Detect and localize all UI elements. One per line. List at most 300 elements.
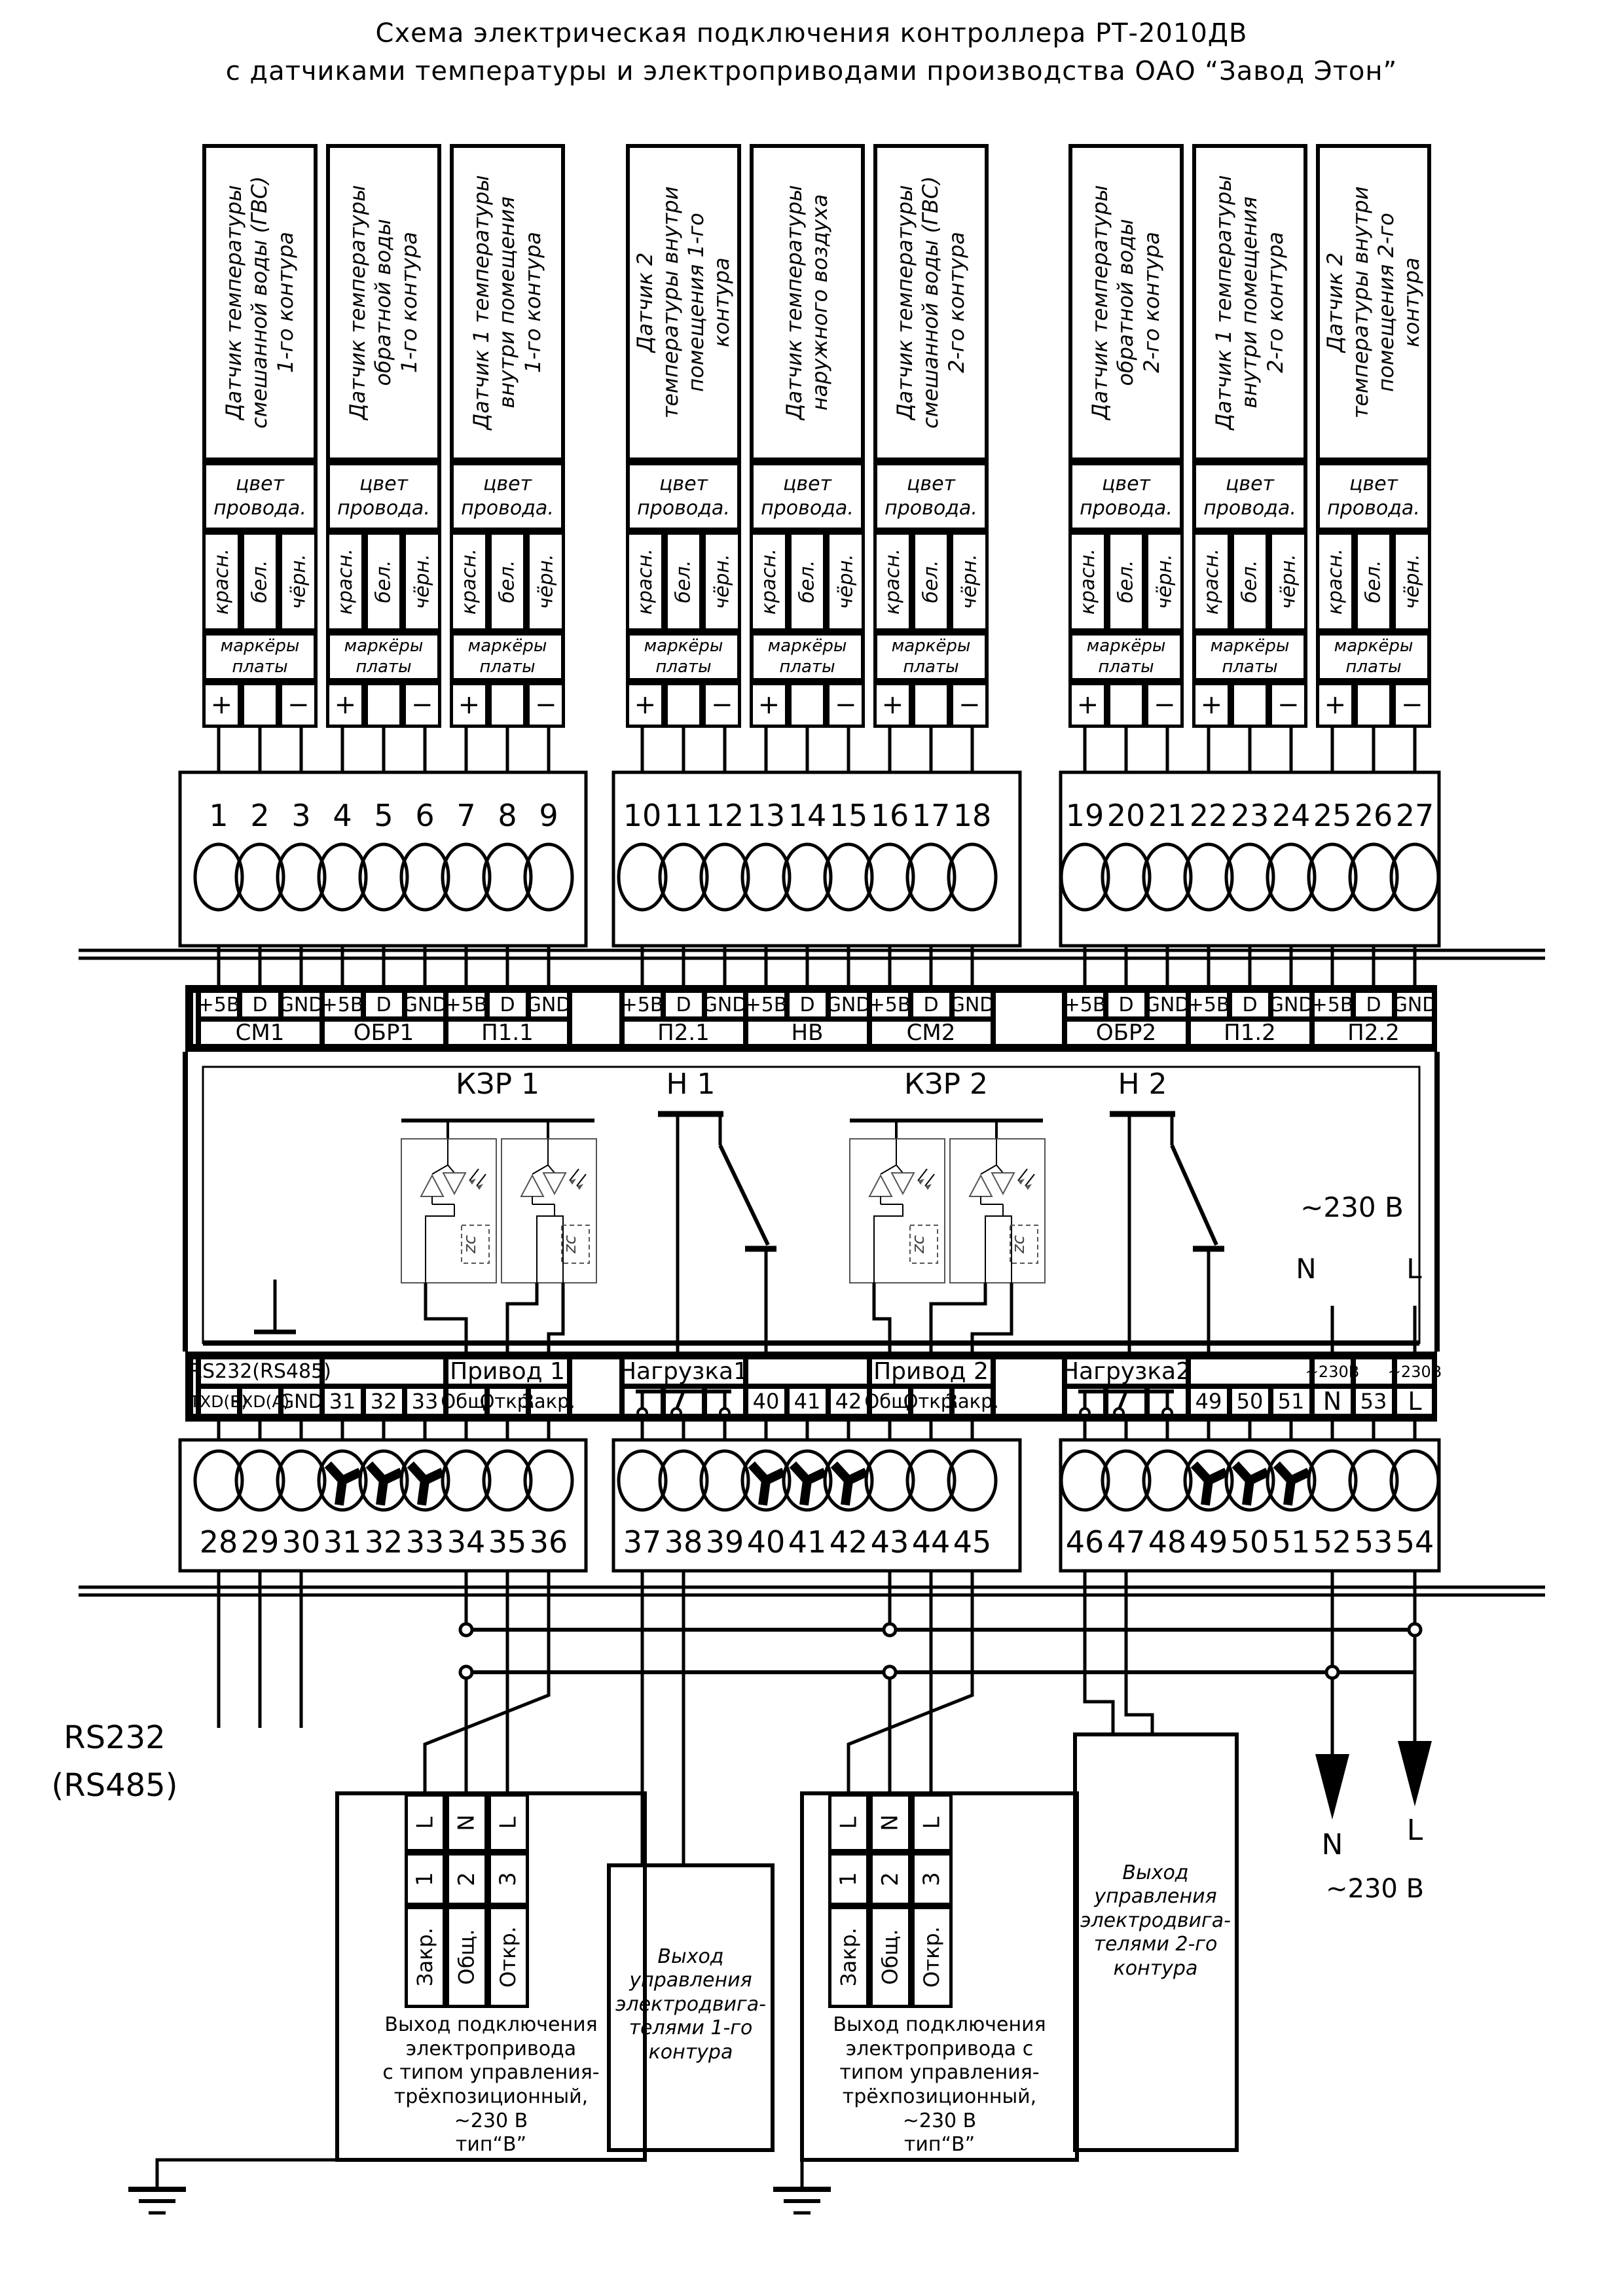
pin-label-cell bbox=[911, 990, 952, 1019]
screw-slot bbox=[1247, 1480, 1250, 1505]
polarity-minus: − bbox=[534, 690, 557, 720]
strip2-pin-label: 50 bbox=[1236, 1389, 1264, 1414]
module-wire bbox=[548, 1165, 555, 1173]
strip2-pin-label: L bbox=[1408, 1387, 1422, 1416]
polarity-cell bbox=[1192, 682, 1231, 728]
actuator-cell-2 bbox=[911, 1793, 953, 1852]
screw-slot bbox=[1291, 1472, 1309, 1480]
pin-label-cell bbox=[528, 990, 570, 1019]
supply-l-label-text: L bbox=[1406, 1813, 1423, 1847]
controller-n-label-text: N bbox=[1296, 1252, 1317, 1285]
pin-label: +5В bbox=[744, 993, 788, 1016]
strip2-pin-cell bbox=[522, 1386, 575, 1416]
color-header-line: провода. bbox=[1080, 496, 1173, 520]
pin-label-cell bbox=[1353, 990, 1395, 1019]
strip2-pin-cell bbox=[945, 1386, 999, 1416]
wire-color-cell bbox=[488, 531, 527, 632]
pin-label-cell bbox=[704, 990, 746, 1019]
controller-voltage-label-text: ~230 В bbox=[1300, 1191, 1404, 1223]
wire-color-cell bbox=[873, 531, 912, 632]
wire-color-header-5 bbox=[750, 461, 865, 531]
opto-triac-module bbox=[850, 1139, 945, 1283]
polarity-cell bbox=[326, 682, 365, 728]
actuator-cell-1 bbox=[446, 1906, 488, 2008]
strip2-pin-label: 49 bbox=[1195, 1389, 1222, 1414]
markers-line: маркёры bbox=[891, 636, 971, 656]
junction-circle bbox=[884, 1666, 896, 1678]
actuator-cell-label: 3 bbox=[495, 1872, 522, 1886]
h2-label-text: Н 2 bbox=[1118, 1067, 1167, 1101]
actuator-text-1-line: Выход подключения bbox=[384, 2013, 598, 2037]
terminal-number-bottom: 28 bbox=[199, 1524, 238, 1560]
channel-name: СМ1 bbox=[235, 1020, 285, 1046]
actuator-cell-label: Откр. bbox=[919, 1926, 945, 1988]
strip2-pin-cell bbox=[1395, 1386, 1436, 1416]
polarity-minus: − bbox=[410, 690, 433, 720]
terminal-number-bottom: 42 bbox=[829, 1524, 868, 1560]
module-exit bbox=[985, 1204, 1003, 1283]
wire-color-header-6 bbox=[873, 461, 989, 531]
strip1-filler bbox=[570, 990, 622, 1047]
markers-line: маркёры bbox=[1334, 636, 1413, 656]
channel-name-cell bbox=[446, 1019, 570, 1047]
strip2-pin-label: GND bbox=[279, 1390, 323, 1412]
triac-triangle bbox=[869, 1175, 892, 1196]
relay-arm bbox=[1172, 1145, 1216, 1245]
strip2-pin-label: Закр. bbox=[522, 1390, 575, 1412]
wire-color-name: чёрн. bbox=[534, 554, 558, 609]
polarity-cell bbox=[826, 682, 865, 728]
polarity-cell bbox=[488, 682, 527, 728]
sensor-label-line: внутри помещения bbox=[1237, 196, 1262, 408]
polarity-minus: − bbox=[710, 690, 733, 720]
color-header-line: провода. bbox=[1203, 496, 1296, 520]
pin-label: D bbox=[923, 993, 939, 1016]
terminal-number-top: 18 bbox=[953, 798, 992, 833]
markers-line: платы bbox=[232, 656, 288, 677]
pin-label: +5В bbox=[621, 993, 664, 1016]
color-header-line: цвет bbox=[359, 472, 409, 495]
sensor-label-line: контура bbox=[709, 257, 735, 348]
sensor-label-line: контура bbox=[1399, 257, 1425, 348]
strip2-pin-cell bbox=[663, 1386, 704, 1416]
pin-label-cell bbox=[828, 990, 869, 1019]
wire-color-cell bbox=[1316, 531, 1355, 632]
motor-text-2-line: контура bbox=[1113, 1956, 1198, 1980]
polarity-cell bbox=[665, 682, 703, 728]
pin-label: D bbox=[1366, 993, 1381, 1016]
wire-color-name: чёрн. bbox=[710, 554, 734, 609]
pin-label-cell bbox=[949, 990, 995, 1019]
pin-label-cell bbox=[1312, 990, 1353, 1019]
terminal-number-bottom: 44 bbox=[911, 1524, 951, 1560]
screw-slot bbox=[793, 1465, 807, 1480]
terminal-number-bottom: 35 bbox=[488, 1524, 527, 1560]
wire-color-name: красн. bbox=[1199, 548, 1223, 615]
controller-n-label bbox=[1280, 1251, 1332, 1285]
controller-voltage-label bbox=[1283, 1190, 1421, 1224]
screw-slot bbox=[763, 1480, 766, 1505]
board-markers-2 bbox=[326, 632, 441, 682]
screw-slot bbox=[425, 1472, 443, 1480]
strip2-pin-cell bbox=[1065, 1386, 1106, 1416]
channel-name: П1.2 bbox=[1224, 1020, 1276, 1046]
channel-name: П2.2 bbox=[1347, 1020, 1400, 1046]
screw-slot bbox=[848, 1472, 866, 1480]
screw-slot bbox=[342, 1472, 360, 1480]
channel-name: СМ2 bbox=[906, 1020, 956, 1046]
pin-label-cell bbox=[1392, 990, 1438, 1019]
actuator-cell-label: 1 bbox=[412, 1872, 439, 1886]
pin-label: D bbox=[799, 993, 815, 1016]
wire-color-name: чёрн. bbox=[287, 554, 310, 609]
wire-color-cell bbox=[912, 531, 951, 632]
strip2-pin-cell bbox=[1312, 1386, 1353, 1416]
motor-text-1-line: управления bbox=[629, 1969, 752, 1992]
h1-label bbox=[642, 1067, 740, 1101]
actuator-text-1-line: ~230 В bbox=[454, 2109, 528, 2132]
opto-arrow bbox=[1018, 1169, 1027, 1181]
strip2-pin-cell bbox=[281, 1386, 322, 1416]
polarity-cell bbox=[1269, 682, 1307, 728]
polarity-minus: − bbox=[1400, 690, 1423, 720]
board-markers-3 bbox=[450, 632, 565, 682]
terminal-number-bottom: 52 bbox=[1313, 1524, 1352, 1560]
terminal-number-bottom: 30 bbox=[282, 1524, 321, 1560]
sensor-label-line: Датчик температуры bbox=[221, 185, 247, 420]
motor-text-2-line: телями 2-го bbox=[1093, 1933, 1218, 1956]
wire-color-header-9 bbox=[1316, 461, 1431, 531]
terminal-number-bottom: 38 bbox=[664, 1524, 703, 1560]
actuator-cell-label: Закр. bbox=[412, 1928, 438, 1986]
zakr2-wire bbox=[848, 1571, 972, 1793]
strip2-group-cell bbox=[446, 1357, 570, 1386]
junction-circle bbox=[460, 1624, 472, 1636]
polarity-cell bbox=[403, 682, 441, 728]
supply-voltage-label-text: ~230 В bbox=[1325, 1874, 1425, 1904]
markers-line: маркёры bbox=[1210, 636, 1290, 656]
strip2-pin-label: Общ. bbox=[441, 1390, 492, 1412]
polarity-minus: − bbox=[1277, 690, 1300, 720]
actuator-text-2 bbox=[795, 2015, 1084, 2156]
terminal-number-top: 27 bbox=[1395, 798, 1434, 833]
module-wire bbox=[448, 1165, 454, 1173]
strip2-pin-label: 53 bbox=[1360, 1389, 1387, 1414]
schematic-title-line2: с датчиками температуры и электроприводами производства ОАО “Завод Этон” bbox=[225, 56, 1398, 86]
strip2-pin-cell bbox=[787, 1386, 828, 1416]
terminal-number-bottom: 37 bbox=[623, 1524, 662, 1560]
pin-label-cell bbox=[278, 990, 324, 1019]
strip2-group-label: Нагрузка1 bbox=[618, 1358, 749, 1385]
pin-label: GND bbox=[1392, 993, 1438, 1016]
sensor-label-line: Датчик 2 bbox=[1322, 252, 1347, 353]
strip2-pin-cell bbox=[363, 1386, 405, 1416]
screw-slot bbox=[1235, 1465, 1250, 1480]
strip2-group-cell bbox=[1305, 1357, 1360, 1386]
controller-l-label-text: L bbox=[1406, 1252, 1422, 1285]
channel-name: ОБР1 bbox=[353, 1020, 414, 1046]
wire-color-name: чёрн. bbox=[1153, 554, 1176, 609]
sensor-label-line: Датчик 1 температуры bbox=[1211, 175, 1237, 430]
markers-line: платы bbox=[479, 656, 536, 677]
zero-cross-label: zc bbox=[560, 1235, 580, 1253]
triac-triangle bbox=[443, 1173, 465, 1194]
actuator-cell-2 bbox=[869, 1852, 911, 1906]
pin-label: D bbox=[1242, 993, 1258, 1016]
markers-line: маркёры bbox=[644, 636, 723, 656]
controller-l-label bbox=[1388, 1251, 1440, 1285]
pin-label: GND bbox=[949, 993, 995, 1016]
sensor-label-8 bbox=[1194, 149, 1305, 456]
terminal-number-bottom: 41 bbox=[788, 1524, 827, 1560]
sensor-label-line: обратной воды bbox=[371, 219, 396, 386]
module-wire bbox=[896, 1165, 903, 1173]
kzr2-label bbox=[881, 1067, 1012, 1101]
actuator-text-2-line: электропривода с bbox=[845, 2037, 1034, 2060]
terminal-number-top: 17 bbox=[911, 798, 951, 833]
polarity-minus: − bbox=[834, 690, 857, 720]
terminal-number-bottom: 50 bbox=[1230, 1524, 1269, 1560]
terminal-number-top: 22 bbox=[1189, 798, 1228, 833]
wire-color-name: красн. bbox=[457, 548, 481, 615]
polarity-cell bbox=[873, 682, 912, 728]
pin-label-cell bbox=[198, 990, 240, 1019]
channel-name-cell bbox=[1312, 1019, 1436, 1047]
polarity-cell bbox=[279, 682, 318, 728]
strip2-pin-label: 40 bbox=[752, 1389, 780, 1414]
channel-name-cell bbox=[1188, 1019, 1312, 1047]
strip2-pin-cell bbox=[746, 1386, 787, 1416]
pin-label-cell bbox=[1144, 990, 1190, 1019]
pin-label: +5В bbox=[321, 993, 364, 1016]
wire-color-name: красн. bbox=[210, 548, 233, 615]
markers-line: платы bbox=[779, 656, 835, 677]
polarity-plus: + bbox=[210, 690, 233, 720]
h2-label bbox=[1093, 1067, 1192, 1101]
sensor-label-line: 1-го контура bbox=[272, 232, 298, 373]
color-header-line: провода. bbox=[213, 496, 306, 520]
polarity-cell bbox=[1145, 682, 1184, 728]
polarity-cell bbox=[626, 682, 665, 728]
color-header-line: цвет bbox=[1225, 472, 1275, 495]
terminal-number-top: 8 bbox=[498, 798, 517, 833]
n-arrow bbox=[1315, 1754, 1349, 1820]
opto-arrow bbox=[925, 1174, 934, 1186]
pin-label-cell bbox=[363, 990, 405, 1019]
rs232-label-2-text: (RS485) bbox=[51, 1767, 178, 1804]
supply-l-label bbox=[1389, 1812, 1441, 1848]
wire-color-cell bbox=[1231, 531, 1269, 632]
strip2-pin-label: N bbox=[1322, 1387, 1342, 1416]
markers-line: платы bbox=[1098, 656, 1154, 677]
screw-slot bbox=[339, 1480, 342, 1505]
channel-name: НВ bbox=[791, 1020, 824, 1046]
sensor-label-6 bbox=[875, 149, 987, 456]
rs232-label-2 bbox=[39, 1766, 190, 1805]
strip2-pin-cell bbox=[1271, 1386, 1312, 1416]
actuator-text-2-line: трёхпозиционный, bbox=[842, 2085, 1037, 2108]
board-markers-5 bbox=[750, 632, 865, 682]
actuator-cell-1 bbox=[488, 1906, 530, 2008]
screw-slot bbox=[845, 1480, 848, 1505]
color-header-line: цвет bbox=[906, 472, 956, 495]
sensor-label-line: температуры внутри bbox=[1347, 186, 1373, 419]
strip2-group-cell bbox=[618, 1357, 749, 1386]
motor-text-1-line: Выход bbox=[657, 1945, 724, 1968]
pin-label-cell bbox=[746, 990, 787, 1019]
actuator-cell-1 bbox=[405, 1906, 447, 2008]
actuator-cell-2 bbox=[911, 1852, 953, 1906]
polarity-cell bbox=[750, 682, 788, 728]
actuator-text-1-line: электропривода bbox=[405, 2037, 577, 2060]
terminal-number-top: 25 bbox=[1313, 798, 1352, 833]
actuator-cell-label: 2 bbox=[453, 1872, 480, 1886]
actuator-text-2-line: ~230 В bbox=[902, 2109, 977, 2132]
wire-color-name: бел. bbox=[372, 560, 395, 603]
pin-label: +5В bbox=[1187, 993, 1230, 1016]
color-header-line: цвет bbox=[782, 472, 832, 495]
h1-label-text: Н 1 bbox=[666, 1067, 716, 1101]
zero-cross-label: zc bbox=[460, 1235, 480, 1253]
polarity-cell bbox=[1316, 682, 1355, 728]
terminal-number-top: 16 bbox=[870, 798, 909, 833]
kzr2-label-text: КЗР 2 bbox=[904, 1067, 988, 1101]
color-header-line: цвет bbox=[235, 472, 285, 495]
strip2-pin-label: 33 bbox=[411, 1389, 439, 1414]
polarity-cell bbox=[365, 682, 403, 728]
terminal-number-bottom: 39 bbox=[705, 1524, 744, 1560]
screw-slot bbox=[1288, 1480, 1291, 1505]
sensor-label-line: 2-го контура bbox=[943, 232, 969, 373]
wire-color-name: бел. bbox=[919, 560, 943, 603]
strip2-pin-cell bbox=[828, 1386, 869, 1416]
polarity-cell bbox=[788, 682, 827, 728]
wire-color-name: бел. bbox=[795, 560, 819, 603]
board-markers-9 bbox=[1316, 632, 1431, 682]
terminal-number-top: 21 bbox=[1148, 798, 1187, 833]
motor-text-2-line: электродвига- bbox=[1080, 1909, 1231, 1932]
actuator-cell-1 bbox=[488, 1793, 530, 1852]
triac-triangle bbox=[970, 1175, 992, 1196]
sensor-label-line: температуры внутри bbox=[657, 186, 683, 419]
l-arrow bbox=[1398, 1741, 1432, 1806]
terminal-number-bottom: 32 bbox=[364, 1524, 403, 1560]
actuator-cell-2 bbox=[828, 1793, 870, 1852]
polarity-cell bbox=[950, 682, 989, 728]
actuator-cell-2 bbox=[828, 1852, 870, 1906]
polarity-cell bbox=[202, 682, 241, 728]
polarity-plus: + bbox=[757, 690, 780, 720]
actuator-cell-label: Закр. bbox=[836, 1928, 862, 1986]
actuator-cell-1 bbox=[405, 1793, 447, 1852]
module-exit bbox=[537, 1204, 555, 1283]
screw-slot bbox=[766, 1472, 784, 1480]
terminal-number-top: 9 bbox=[539, 798, 558, 833]
terminal-number-bottom: 48 bbox=[1148, 1524, 1187, 1560]
opto-arrow bbox=[570, 1169, 579, 1181]
color-header-line: цвет bbox=[483, 472, 532, 495]
strip2-pin-cell bbox=[704, 1386, 746, 1416]
wire-color-name: красн. bbox=[757, 548, 780, 615]
junction-circle bbox=[460, 1666, 472, 1678]
terminal-number-top: 11 bbox=[664, 798, 703, 833]
strip2-pin-cell bbox=[230, 1386, 290, 1416]
pin-label: GND bbox=[826, 993, 871, 1016]
pin-label: +5В bbox=[868, 993, 911, 1016]
actuator-cell-1 bbox=[405, 1852, 447, 1906]
strip2-pin-cell bbox=[322, 1386, 363, 1416]
pin-label: GND bbox=[702, 993, 748, 1016]
strip2-group-label: RS232(RS485) bbox=[189, 1360, 331, 1383]
actuator-cell-2 bbox=[911, 1906, 953, 2008]
screw-slot bbox=[384, 1472, 401, 1480]
actuator-cell-label: 3 bbox=[919, 1872, 945, 1886]
strip2-group-cell bbox=[746, 1357, 869, 1386]
zakr1-wire bbox=[425, 1571, 549, 1793]
actuator-cell-label: 1 bbox=[835, 1872, 862, 1886]
strip2-pin-label: Откр. bbox=[479, 1390, 536, 1412]
pin-label-cell bbox=[1188, 990, 1230, 1019]
terminal-number-bottom: 46 bbox=[1065, 1524, 1104, 1560]
motor-text-2-line: Выход bbox=[1122, 1861, 1189, 1884]
strip2-pin-cell bbox=[1230, 1386, 1271, 1416]
terminal-number-bottom: 34 bbox=[447, 1524, 486, 1560]
sensor-label-5 bbox=[752, 149, 863, 456]
sensor-label-line: 1-го контура bbox=[396, 232, 422, 373]
wire-color-header-7 bbox=[1068, 461, 1184, 531]
sensor-label-line: смешанной воды (ГВС) bbox=[918, 176, 943, 429]
color-header-line: цвет bbox=[1349, 472, 1398, 495]
wire-color-name: чёрн. bbox=[834, 554, 858, 609]
triac-triangle bbox=[992, 1173, 1014, 1194]
opto-triac-module bbox=[501, 1139, 596, 1283]
pin-label-cell bbox=[1106, 990, 1147, 1019]
polarity-minus: − bbox=[1153, 690, 1176, 720]
actuator-text-2-line: Выход подключения bbox=[833, 2013, 1046, 2037]
motor-text-1 bbox=[547, 1943, 835, 2067]
color-header-line: цвет bbox=[1101, 472, 1151, 495]
triac-triangle bbox=[521, 1175, 543, 1196]
wire-color-name: красн. bbox=[1076, 548, 1099, 615]
sensor-label-line: Датчик температуры bbox=[1087, 185, 1113, 420]
polarity-plus: + bbox=[881, 690, 904, 720]
actuator-cell-label: L bbox=[919, 1816, 945, 1829]
terminal-number-bottom: 31 bbox=[323, 1524, 362, 1560]
polarity-plus: + bbox=[1200, 690, 1223, 720]
terminal-number-top: 12 bbox=[705, 798, 744, 833]
kzr1-label bbox=[432, 1067, 563, 1101]
sensor-label-line: Датчик температуры bbox=[781, 185, 807, 420]
terminal-number-top: 7 bbox=[456, 798, 476, 833]
screw-slot bbox=[1209, 1472, 1226, 1480]
actuator-text-1-line: с типом управления- bbox=[382, 2061, 600, 2085]
wire-color-cell bbox=[702, 531, 741, 632]
wire-color-cell bbox=[1107, 531, 1146, 632]
screw-slot bbox=[834, 1465, 848, 1480]
polarity-cell bbox=[1355, 682, 1393, 728]
terminal-number-bottom: 29 bbox=[240, 1524, 280, 1560]
terminal-number-bottom: 51 bbox=[1271, 1524, 1311, 1560]
wire-color-cell bbox=[665, 531, 703, 632]
color-header-line: провода. bbox=[461, 496, 554, 520]
controller-inner-box bbox=[203, 1067, 1422, 1343]
opto-arrow bbox=[1025, 1174, 1034, 1186]
terminal-number-top: 19 bbox=[1065, 798, 1104, 833]
wire-color-name: красн. bbox=[1323, 548, 1347, 615]
terminal-number-top: 5 bbox=[374, 798, 393, 833]
sensor-label-4 bbox=[628, 149, 739, 456]
polarity-plus: + bbox=[458, 690, 481, 720]
